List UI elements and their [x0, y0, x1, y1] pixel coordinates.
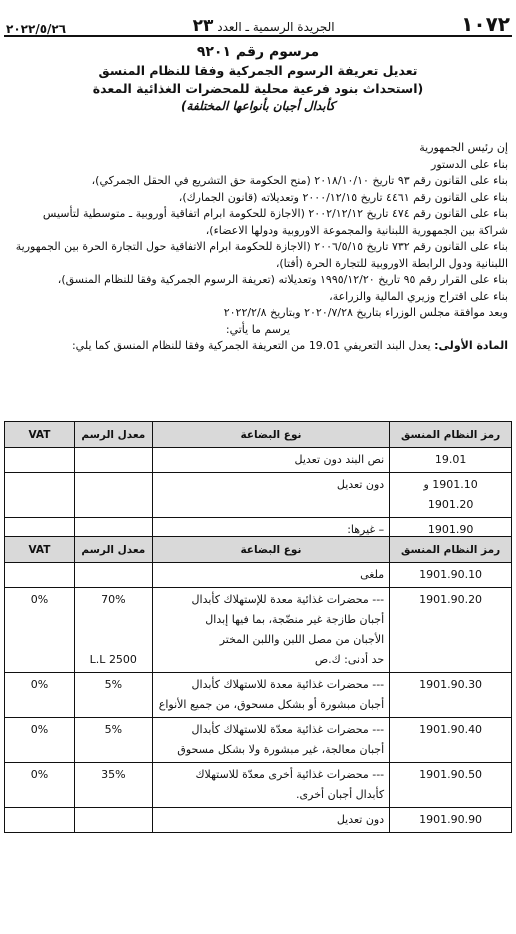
col-header-code: رمز النظام المنسق	[390, 422, 512, 448]
col-header-desc: نوع البضاعة	[152, 537, 389, 563]
cell-rate	[74, 808, 152, 833]
article-label: المادة الأولى:	[434, 339, 508, 352]
cell-rate: 5%	[74, 673, 152, 718]
preamble-proposal: بناء على اقتراح وزيري المالية والزراعة،	[329, 289, 508, 303]
page-header	[6, 6, 510, 36]
page-number: ١٠٧٢	[461, 12, 510, 36]
cell-desc	[152, 673, 389, 718]
cell-desc	[152, 588, 389, 673]
desc-line: أجبان معالجة، غير مبشورة ولا بشكل مسحوق	[177, 743, 385, 756]
desc-line: --- محضرات غذائية معدّة للاستهلاك كأبدال	[191, 723, 385, 736]
code-line: 1901.20	[427, 498, 474, 511]
col-header-vat: VAT	[5, 422, 75, 448]
cell-vat	[5, 808, 75, 833]
desc-line: أجبان مبشورة أو بشكل مسحوق، من جميع الأنواع	[158, 698, 385, 711]
preamble-president: إن رئيس الجمهورية	[419, 141, 508, 154]
cell-rate	[74, 448, 152, 473]
desc-line: --- محضرات غذائية معدة للاستهلاك كأبدال	[191, 678, 385, 691]
cell-vat	[5, 473, 75, 518]
table-row	[5, 763, 512, 808]
cell-desc: دون تعديل	[152, 473, 389, 518]
cell-rate	[74, 563, 152, 588]
desc-line: كأبدال أجبان أخرى.	[296, 788, 385, 801]
col-header-rate: معدل الرسم	[74, 422, 152, 448]
cell-code: 1901.90.40	[390, 718, 512, 763]
cell-code	[390, 473, 512, 518]
table-row	[5, 448, 512, 473]
cell-vat: 0%	[5, 718, 75, 763]
cell-desc	[152, 718, 389, 763]
decrees-following: يرسم ما يأتي:	[225, 322, 291, 336]
title-line-1: تعديل تعريفة الرسوم الجمركية وفقا للنظام المنسق	[98, 63, 418, 78]
preamble-law-474-a: بناء على القانون رقم ٤٧٤ تاريخ ٢٠٠٢/١٢/١٢ (الاجازة للحكومة ابرام اتفاقية أوروبية ـ متوسطية لتأسيس	[42, 207, 508, 220]
article-text: يعدل البند التعريفي 19.01 من التعريفة الجمركية وفقا للنظام المنسق كما يلي:	[71, 339, 431, 352]
decree-body	[8, 140, 508, 355]
preamble-law-93: بناء على القانون رقم ٩٣ تاريخ ٢٠١٨/١٠/١٠ (منح الحكومة حق التشريع في الحقل الجمركي)،	[91, 174, 508, 187]
table-header-row	[5, 537, 512, 563]
cell-rate: 5%	[74, 718, 152, 763]
cell-rate	[74, 473, 152, 518]
cell-rate	[74, 588, 152, 673]
cell-desc: دون تعديل	[152, 808, 389, 833]
cell-code: 1901.90.30	[390, 673, 512, 718]
tariff-table-2	[4, 536, 512, 833]
title-line-3: كأبدال أجبان بأنواعها المختلفة)	[181, 99, 335, 113]
cell-rate: 35%	[74, 763, 152, 808]
col-header-desc: نوع البضاعة	[152, 422, 389, 448]
desc-line: أجبان طازجة غير منضّجة، بما فيها إبدال	[205, 613, 385, 626]
cell-code: 1901.90.20	[390, 588, 512, 673]
cell-vat	[5, 563, 75, 588]
article-one	[8, 338, 508, 355]
preamble-decision-95: بناء على القرار رقم ٩٥ تاريخ ١٩٩٥/١٢/٢٠ وتعديلاته (تعريفة الرسوم الجمركية وفقا للنظام المنسق)،	[57, 273, 508, 286]
preamble-law-4461: بناء على القانون رقم ٤٤٦١ تاريخ ٢٠٠٠/١٢/١٥ وتعديلاته (قانون الجمارك)،	[178, 190, 508, 204]
header-divider	[4, 35, 512, 37]
cell-vat: 0%	[5, 588, 75, 673]
desc-line: --- محضرات غذائية معدة للإستهلاك كأبدال	[191, 593, 385, 606]
cell-desc: ملغى	[152, 563, 389, 588]
desc-line: الأجبان من مصل اللبن واللبن المختر	[219, 633, 385, 646]
table-row	[5, 473, 512, 518]
issue-date: ٢٠٢٢/٥/٢٦	[6, 22, 67, 36]
col-header-rate: معدل الرسم	[74, 537, 152, 563]
issue-number: ٢٣	[192, 16, 214, 36]
cell-desc	[152, 763, 389, 808]
title-line-2: (استحداث بنود فرعية محلية للمحضرات الغذائية المعدة	[92, 81, 424, 96]
cell-code: 1901.90.10	[390, 563, 512, 588]
cell-code: 1901.90.50	[390, 763, 512, 808]
preamble-law-474-b: شراكة بين الجمهورية اللبنانية والمجموعة الاوروبية ودولها الاعضاء)،	[205, 223, 508, 237]
decree-number: مرسوم رقم ٩٢٠١	[196, 44, 320, 60]
desc-line: --- محضرات غذائية أخرى معدّة للاستهلاك	[195, 768, 385, 781]
col-header-code: رمز النظام المنسق	[390, 537, 512, 563]
table-row	[5, 673, 512, 718]
decree-title	[0, 44, 516, 113]
cell-desc: نص البند دون تعديل	[152, 448, 389, 473]
gazette-name: الجريدة الرسمية ـ العدد	[217, 20, 335, 34]
cell-code: 1901.90.90	[390, 808, 512, 833]
table-row	[5, 718, 512, 763]
cell-desc: – غيرها:	[152, 518, 389, 543]
cell-vat: 0%	[5, 673, 75, 718]
col-header-vat: VAT	[5, 537, 75, 563]
cell-vat: 0%	[5, 763, 75, 808]
table-header-row	[5, 422, 512, 448]
rate-minimum: 2500 L.L	[89, 653, 137, 666]
desc-line: حد أدنى: ك.ص	[314, 653, 385, 666]
preamble-cabinet: وبعد موافقة مجلس الوزراء بتاريخ ٢٠٢٠/٧/٢٨ وبتاريخ ٢٠٢٢/٢/٨	[223, 306, 508, 319]
table-row	[5, 563, 512, 588]
preamble-constitution: بناء على الدستور	[431, 157, 508, 171]
cell-vat	[5, 448, 75, 473]
rate-value: 70%	[101, 593, 126, 606]
cell-code: 1901.90	[390, 518, 512, 543]
code-line: 1901.10 و	[423, 478, 478, 491]
preamble-law-732-b: اللبنانية ودول الرابطة الاوروبية للتجارة الحرة (أفتا)،	[275, 256, 508, 270]
table-row	[5, 588, 512, 673]
tariff-table-1	[4, 421, 512, 543]
cell-code: 19.01	[390, 448, 512, 473]
preamble-law-732-a: بناء على القانون رقم ٧٣٢ تاريخ ٢٠٠٦/٥/١٥ (الاجازة للحكومة ابرام الاتفاقية حول التجارة الحرة بين الجمهورية	[15, 240, 508, 253]
table-row	[5, 808, 512, 833]
gazette-issue	[193, 16, 335, 36]
